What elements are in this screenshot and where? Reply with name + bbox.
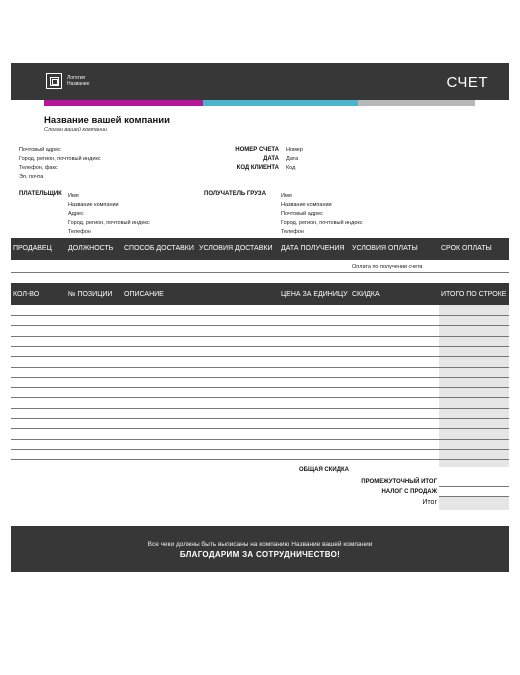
company-email[interactable]: Эл. почта <box>19 174 44 180</box>
consignee-company[interactable]: Название компании <box>281 202 332 208</box>
table-row[interactable] <box>11 428 509 429</box>
company-phone[interactable]: Телефон, факс <box>19 165 58 171</box>
consignee-phone[interactable]: Телефон <box>281 229 304 235</box>
col-discount: СКИДКА <box>352 291 380 298</box>
col-shipping-method: СПОСОБ ДОСТАВКИ <box>124 245 194 252</box>
invoice-date-value[interactable]: Дата <box>286 156 299 162</box>
footer-thanks: БЛАГОДАРИМ ЗА СОТРУДНИЧЕСТВО! <box>179 550 341 559</box>
client-code-value[interactable]: Код <box>286 165 296 171</box>
col-description: ОПИСАНИЕ <box>124 291 164 298</box>
col-payment-terms: УСЛОВИЯ ОПЛАТЫ <box>352 245 418 252</box>
logo-line-1: Логотип <box>67 75 86 81</box>
total-discount-label: ОБЩАЯ СКИДКА <box>299 467 349 473</box>
company-city[interactable]: Город, регион, почтовый индекс <box>19 156 101 162</box>
logo-line-2: Название <box>67 81 90 87</box>
stripe-cyan <box>203 100 358 106</box>
col-line-total: ИТОГО ПО СТРОКЕ <box>441 291 507 298</box>
table-row[interactable] <box>11 387 509 388</box>
col-delivery-date: ДАТА ПОЛУЧЕНИЯ <box>281 245 345 252</box>
line-total-column <box>439 305 509 467</box>
consignee-label: ПОЛУЧАТЕЛЬ ГРУЗА <box>204 191 267 197</box>
table-row[interactable] <box>11 336 509 337</box>
col-qty: КОЛ-ВО <box>13 291 40 298</box>
sales-tax-label: НАЛОГ С ПРОДАЖ <box>381 489 437 495</box>
footer-check-note: Все чеки должны быть выписаны на компанию Название вашей компании <box>147 541 373 548</box>
col-item-number: № ПОЗИЦИИ <box>68 291 113 298</box>
table-row[interactable] <box>11 356 509 357</box>
payer-label: ПЛАТЕЛЬЩИК <box>19 191 62 197</box>
logo-icon <box>46 73 62 89</box>
sales-tax-value[interactable] <box>439 487 509 497</box>
table-row[interactable] <box>11 325 509 326</box>
stripe-gray <box>358 100 475 106</box>
payer-company[interactable]: Название компании <box>68 202 119 208</box>
subtotal-value[interactable] <box>439 477 509 487</box>
stripe-magenta <box>44 100 203 106</box>
client-code-label: КОД КЛИЕНТА <box>236 165 279 171</box>
shipping-row-line <box>11 272 509 273</box>
invoice-date-label: ДАТА <box>263 156 279 162</box>
invoice-number-value[interactable]: Номер <box>286 147 303 153</box>
table-row[interactable] <box>11 377 509 378</box>
table-row[interactable] <box>11 397 509 398</box>
col-unit-price: ЦЕНА ЗА ЕДИНИЦУ <box>281 291 348 298</box>
col-seller: ПРОДАВЕЦ <box>13 245 52 252</box>
total-value[interactable] <box>439 497 509 510</box>
logo-placeholder-text <box>67 75 89 87</box>
col-shipping-terms: УСЛОВИЯ ДОСТАВКИ <box>199 245 273 252</box>
col-position: ДОЛЖНОСТЬ <box>68 245 114 252</box>
table-row[interactable] <box>11 449 509 450</box>
table-row[interactable] <box>11 367 509 368</box>
consignee-city[interactable]: Город, регион, почтовый индекс <box>281 220 363 226</box>
payer-city[interactable]: Город, регион, почтовый индекс <box>68 220 150 226</box>
company-address[interactable]: Почтовый адрес <box>19 147 61 153</box>
total-label: Итог <box>422 499 437 506</box>
table-row[interactable] <box>11 346 509 347</box>
payer-name[interactable]: Имя <box>68 193 79 199</box>
invoice-footer <box>11 526 509 572</box>
subtotal-label: ПРОМЕЖУТОЧНЫЙ ИТОГ <box>361 479 437 485</box>
table-row[interactable] <box>11 439 509 440</box>
company-slogan[interactable]: Слоган вашей компании <box>44 127 108 133</box>
invoice-number-label: НОМЕР СЧЕТА <box>235 147 279 153</box>
consignee-name[interactable]: Имя <box>281 193 292 199</box>
consignee-address[interactable]: Почтовый адрес <box>281 211 323 217</box>
payment-terms-value[interactable]: Оплата по получении счета <box>352 264 423 270</box>
table-row[interactable] <box>11 315 509 316</box>
table-row[interactable] <box>11 459 509 460</box>
payer-address[interactable]: Адрес <box>68 211 84 217</box>
company-name[interactable]: Название вашей компании <box>44 115 170 126</box>
table-row[interactable] <box>11 408 509 409</box>
table-row[interactable] <box>11 418 509 419</box>
payer-phone[interactable]: Телефон <box>68 229 91 235</box>
invoice-title: СЧЕТ <box>446 74 488 91</box>
col-due-date: СРОК ОПЛАТЫ <box>441 245 492 252</box>
